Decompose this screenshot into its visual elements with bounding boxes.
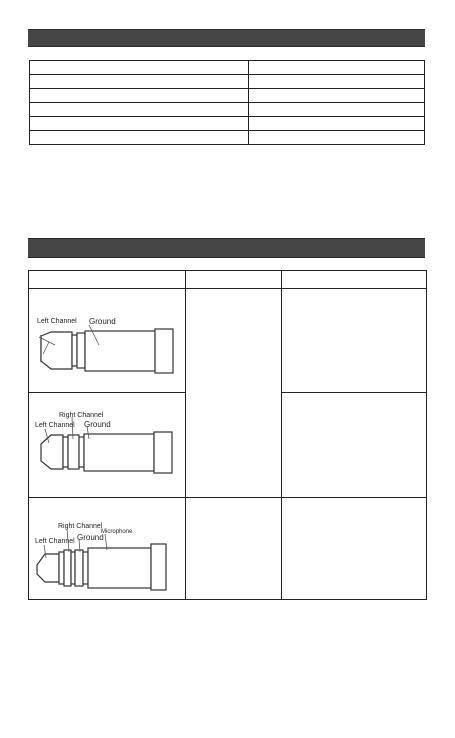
table-cell [30, 75, 249, 89]
table-cell [249, 61, 425, 75]
plug-image-cell [29, 289, 186, 393]
two-conductor-plug-illustration [29, 289, 186, 392]
table-row [29, 289, 427, 393]
section-header-bar-1 [28, 29, 425, 47]
plug-label: Ground [77, 533, 104, 542]
table-cell [186, 289, 282, 498]
table-cell [282, 393, 427, 498]
table-cell [30, 89, 249, 103]
plug-label: Right Channel [58, 523, 103, 530]
table-cell [186, 498, 282, 600]
table-cell [30, 61, 249, 75]
plug-label: Left Channel [35, 422, 75, 429]
table-row [30, 131, 425, 145]
plug-label: Left Channel [35, 538, 75, 545]
three-conductor-plug-illustration [29, 393, 186, 497]
table-row [30, 61, 425, 75]
spec-table [29, 60, 425, 145]
table-cell [249, 117, 425, 131]
plug-label: Ground [84, 420, 111, 429]
table-cell [30, 131, 249, 145]
four-conductor-plug-illustration [29, 498, 186, 599]
table-cell [249, 75, 425, 89]
table-row [30, 117, 425, 131]
table-cell [249, 103, 425, 117]
table-cell [282, 289, 427, 393]
table-header-row [29, 271, 427, 289]
table-row [30, 75, 425, 89]
plug-label: Left Channel [37, 318, 77, 325]
column-header [186, 271, 282, 289]
section-header-bar-2 [28, 238, 425, 258]
plug-label: Ground [89, 317, 116, 326]
table-cell [249, 89, 425, 103]
plug-image-cell [29, 393, 186, 498]
table-cell [282, 498, 427, 600]
column-header [29, 271, 186, 289]
table-row [30, 89, 425, 103]
plug-table [28, 270, 427, 600]
table-row [30, 103, 425, 117]
plug-image-cell [29, 498, 186, 600]
table-row [29, 498, 427, 600]
table-cell [30, 103, 249, 117]
plug-label: Right Channel [59, 412, 104, 419]
table-cell [30, 117, 249, 131]
table-cell [249, 131, 425, 145]
column-header [282, 271, 427, 289]
plug-label: Microphone [101, 529, 133, 535]
